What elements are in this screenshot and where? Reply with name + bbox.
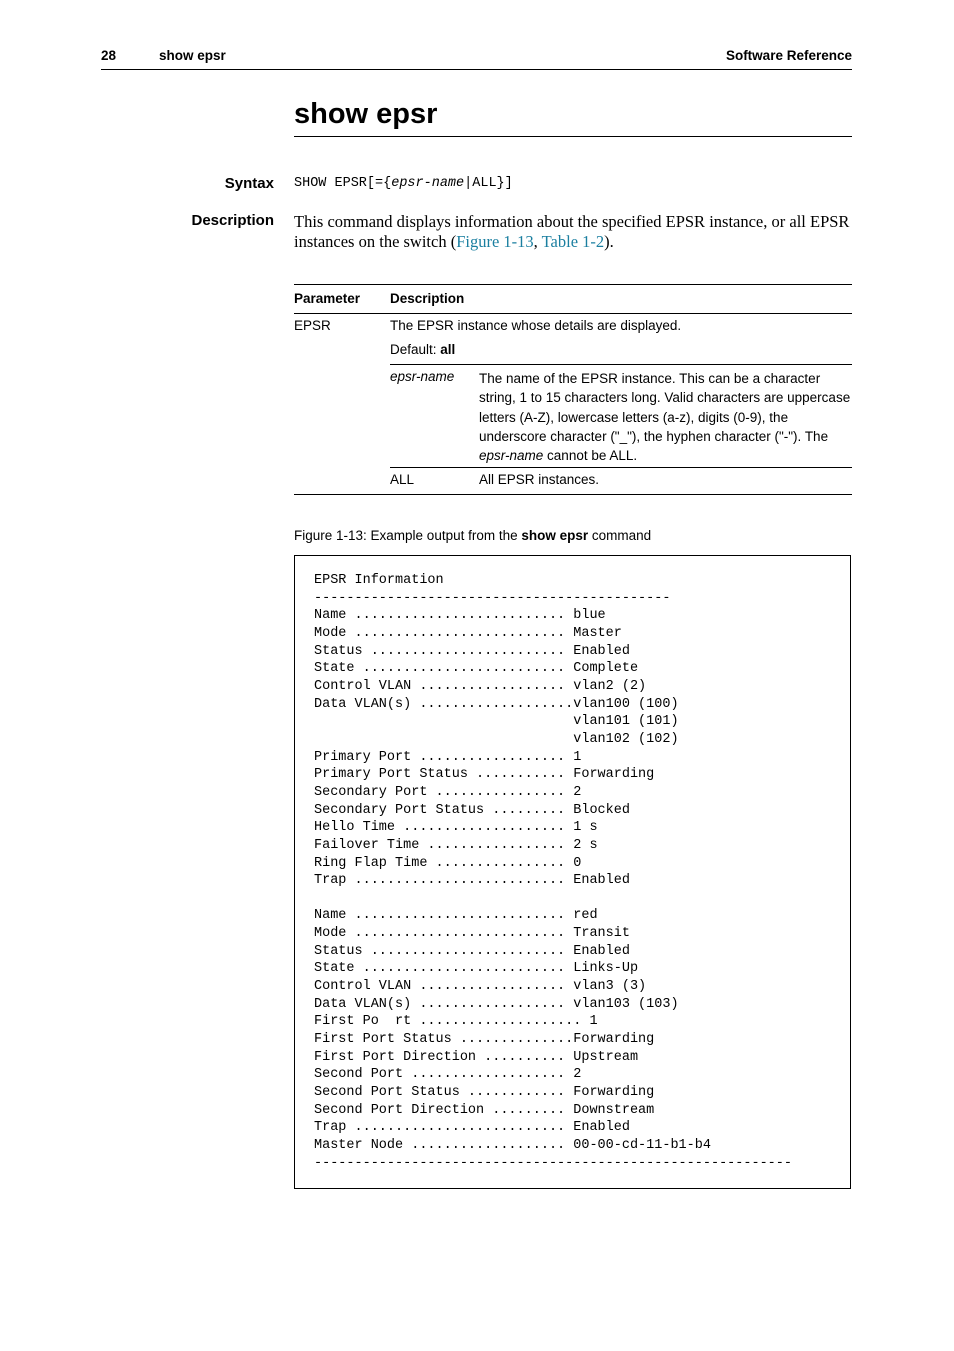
param-desc: The EPSR instance whose details are displayed. [390, 318, 682, 333]
running-header [101, 48, 852, 70]
table-link[interactable]: Table 1-2 [541, 231, 605, 251]
param-desc-end: cannot be ALL. [543, 448, 638, 464]
command-output: EPSR Information -------------------------------------------- Name .......................... blue Mode .......................... Master Status ........................ Enabled State ......................... Complete Control VLAN .................. vlan2 (2) Data VLAN(s) ...................vlan100 (100) vlan101 (101) vlan102 (102) Primary Port .................. 1 Primary Port Status ........... Forwarding Secondary Port ................ 2 Secondary Port Status ......... Blocked Hello Time .................... 1 s Failover Time ................. 2 s Ring Flap Time ................ 0 Trap .......................... Enabled Name .......................... red Mode .......................... Transit Status ........................ Enabled State ......................... Links-Up Control VLAN .................. vlan3 (3) Data VLAN(s) .................. vlan103 (103) First Po rt .................... 1 First Port Status ..............Forwarding First Port Direction .......... Upstream Second Port ................... 2 Second Port Status ............ Forwarding Second Port Direction ......... Downstream Trap .......................... Enabled Master Node ................... 00-00-cd-11-b1-b4 ----------------------------------------------------------- [314, 573, 792, 1171]
description-text [294, 212, 852, 251]
description-label: Description [191, 212, 274, 229]
table-row [294, 314, 852, 365]
book-title: Software Reference [725, 48, 852, 63]
header-description: Description [390, 291, 465, 306]
param-desc-body: The name of the EPSR instance. This can be a character string, 1 to 15 characters long. Valid characters are uppercase letters (A-Z), lowercase letters (a-z), digits (0-9), the underscore character ("_"), the hyphen character ("-"). The [479, 371, 851, 444]
section-name: show epsr [159, 48, 226, 63]
header-parameter: Parameter [294, 291, 361, 306]
caption-prefix: Figure 1-13: Example output from the [294, 528, 522, 543]
syntax-line [294, 176, 513, 191]
param-desc: All EPSR instances. [479, 472, 600, 487]
table-row [390, 468, 852, 494]
page-number: 28 [101, 48, 117, 63]
figure-caption [294, 528, 651, 543]
default-label: Default: [390, 342, 441, 357]
parameter-table [294, 284, 852, 495]
example-output-box [294, 555, 851, 1189]
param-name: ALL [390, 472, 415, 487]
syntax-suffix: |ALL}] [464, 176, 513, 191]
figure-link[interactable]: Figure 1-13 [456, 231, 534, 251]
page-title: show epsr [294, 96, 852, 137]
param-default [390, 342, 455, 357]
caption-suffix: command [588, 528, 652, 543]
param-desc-italic: epsr-name [479, 448, 544, 464]
param-name: EPSR [294, 318, 331, 333]
syntax-prefix: SHOW EPSR[={ [294, 176, 392, 191]
param-name: epsr-name [390, 369, 455, 384]
table-header [294, 285, 852, 314]
syntax-label: Syntax [224, 175, 274, 192]
caption-command: show epsr [521, 528, 589, 543]
syntax-param: epsr-name [391, 176, 465, 191]
description-sep: , [533, 231, 542, 251]
param-desc [479, 369, 853, 465]
table-row [390, 365, 852, 468]
default-value: all [440, 342, 456, 357]
description-end: ). [604, 231, 614, 251]
description-body: This command displays information about the specified EPSR instance, or all EPSR instances on the switch ( [294, 212, 850, 251]
